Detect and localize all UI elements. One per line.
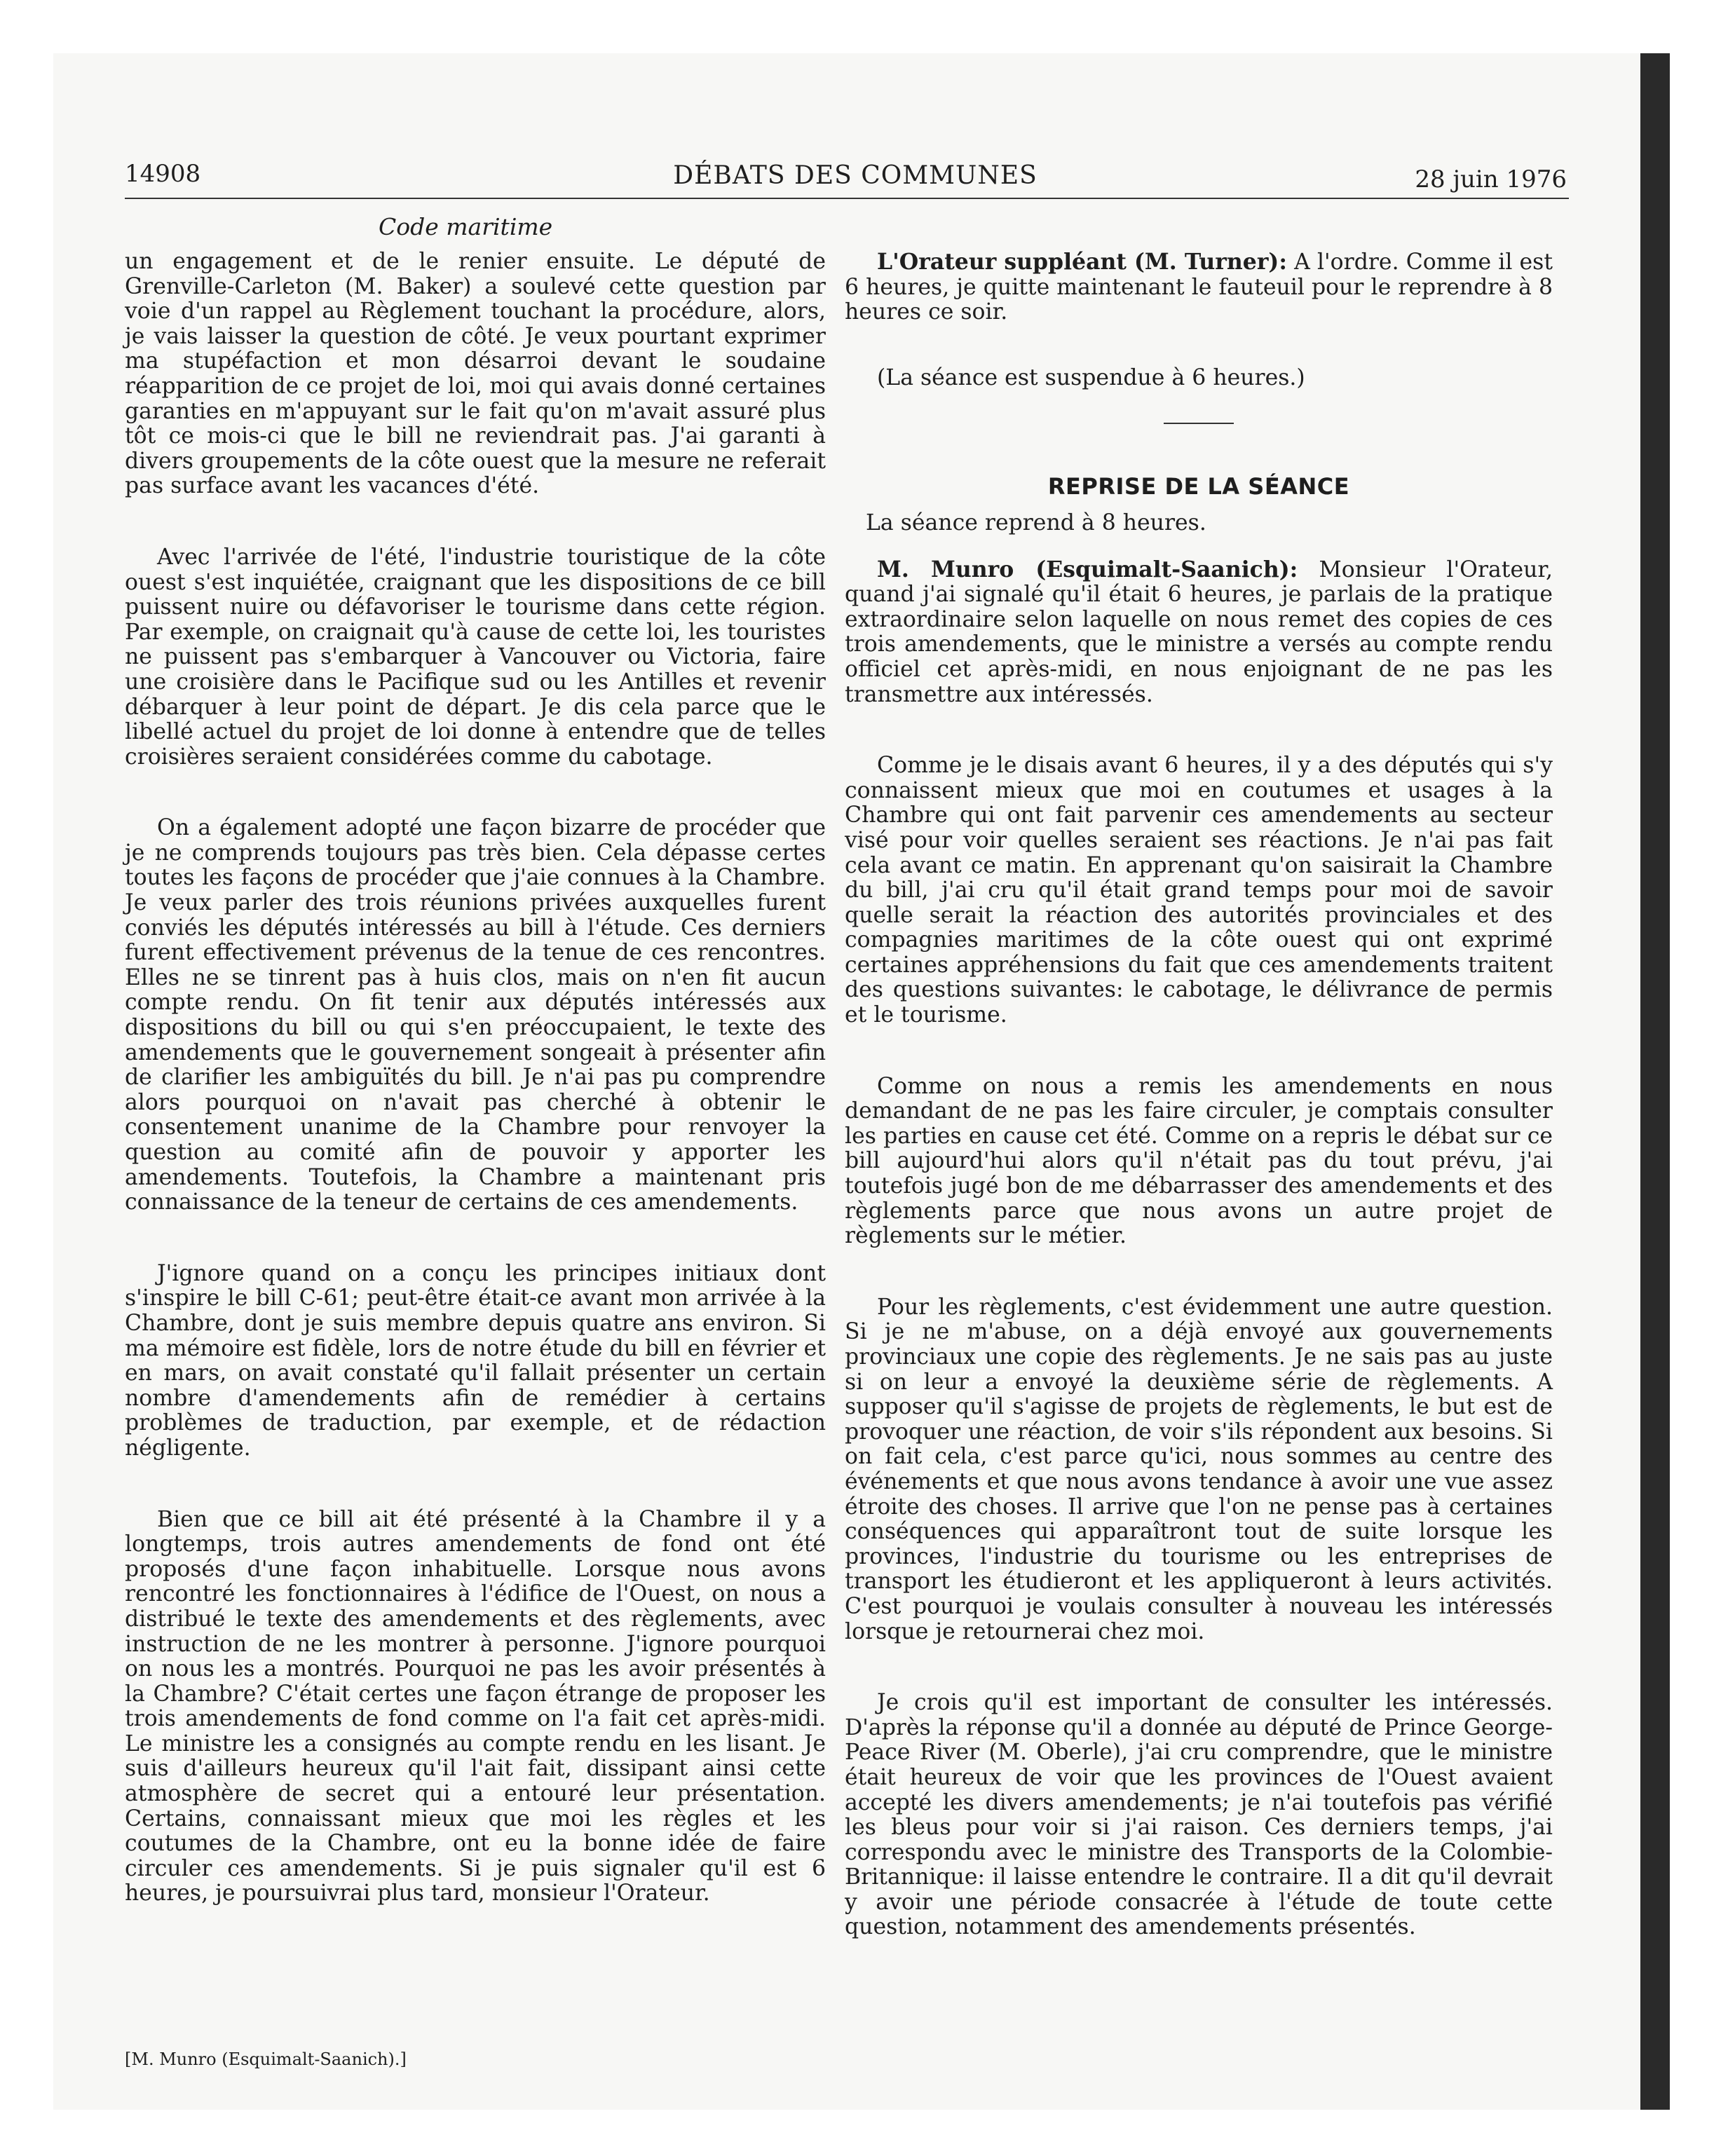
paragraph: On a également adopté une façon bizarre de procéder que je ne comprends toujours pas très bien. Cela dépasse certes toutes les façons de procéder que j'aie connues à la Chambre. Je veux parler des trois réunions privées auxquelles furent conviés les députés intéressés au bill à l'étude. Ces derniers furent effectivement prévenus de la tenue de ces rencontres. Elles ne se tinrent pas à huis clos, mais on n'en fit aucun compte rendu. On fit tenir aux députés intéressés aux dispositions du bill ou qui s'en préoccupaient, le texte des amendements que le gouvernement songeait à présenter afin de clarifier les ambiguïtés du bill. Je n'ai pas pu comprendre alors pourquoi on n'avait pas cherché à obtenir le consentement unanime de la Chambre pour renvoyer la question au comité afin de pouvoir y apporter les amendements. Toutefois, la Chambre a maintenant pris connaissance de la teneur de certains de ces amendements. [125,815,826,1215]
paragraph: Avec l'arrivée de l'été, l'industrie touristique de la côte ouest s'est inquiétée, craignant que les dispositions de ce bill puissent nuire ou défavoriser le tourisme dans cette région. Par exemple, on craignait qu'à cause de cette loi, les touristes ne puissent pas s'embarquer à Vancouver ou Victoria, faire une croisière dans le Pacifique sud ou les Antilles et revenir débarquer à leur point de départ. Je dis cela parce que le libellé actuel du projet de loi donne à entendre que de telles croisières seraient considérées comme du cabotage. [125,544,826,770]
stage-direction: La séance reprend à 8 heures. [866,510,1206,535]
paragraph: Comme je le disais avant 6 heures, il y a des députés qui s'y connaissent mieux que moi en coutumes et usages à la Chambre qui ont fait parvenir ces amendements au secteur visé pour voir quelles seraient ses réactions. Je n'ai pas fait cela avant ce matin. En apprenant qu'on saisirait la Chambre du bill, j'ai cru qu'il était grand temps pour moi de savoir quelle serait la réaction des autorités provinciales et des compagnies maritimes de la côte ouest qui ont exprimé certaines appréhensions du fait que ces amendements traitent des questions suivantes: le cabotage, le délivrance de permis et le tourisme. [845,753,1553,1028]
stage-direction: (La séance est suspendue à 6 heures.) [877,364,1305,390]
speaker-attribution: [M. Munro (Esquimalt-Saanich).] [125,2049,407,2069]
paragraph: J'ignore quand on a conçu les principes initiaux dont s'inspire le bill C-61; peut-être était-ce avant mon arrivée à la Chambre, dont je suis membre depuis quatre ans environ. Si ma mémoire est fidèle, lors de notre étude du bill en février et en mars, on avait constaté qu'il fallait présenter un certain nombre d'amendements afin de remédier à certains problèmes de traduction, par exemple, et de rédaction négligente. [125,1260,826,1461]
paragraph: un engagement et de le renier ensuite. Le député de Grenville-Carleton (M. Baker) a soulevé cette question par voie d'un rappel au Règlement touchant la procédure, alors, je vais laisser la question de côté. Je veux pourtant exprimer ma stupéfaction et mon désarroi devant le soudaine réapparition de ce projet de loi, moi qui avais donné certaines garanties en m'appuyant sur le fait qu'on m'avait assuré plus tôt ce mois-ci que le bill ne reviendrait pas. J'ai garanti à divers groupements de la côte ouest que la mesure ne referait pas surface avant les vacances d'été. [125,249,826,499]
publication-title: DÉBATS DES COMMUNES [673,161,1037,190]
left-column [125,250,826,1953]
speech-paragraph [845,557,1553,708]
speaker-name: M. Munro (Esquimalt-Saanich): [877,556,1298,582]
paragraph: Bien que ce bill ait été présenté à la Chambre il y a longtemps, trois autres amendements de fond ont été proposés d'une façon inhabituelle. Lorsque nous avons rencontré les fonctionnaires à l'édifice de l'Ouest, on nous a distribué le texte des amendements et des règlements, avec instruction de ne les montrer à personne. J'ignore pourquoi on nous les a montrés. Pourquoi ne pas les avoir présentés à la Chambre? C'était certes une façon étrange de proposer les trois amendements de fond comme on l'a fait cet après-midi. Le ministre les a consignés au compte rendu en les lisant. Je suis d'ailleurs heureux qu'il l'ait fait, dissipant ainsi cette atmosphère de secret qui a entouré leur présentation. Certains, connaissant mieux que moi les règles et les coutumes de la Chambre, ont eu la bonne idée de faire circuler ces amendements. Si je puis signaler qu'il est 6 heures, je poursuivrai plus tard, monsieur l'Orateur. [125,1506,826,1906]
paragraph: Pour les règlements, c'est évidemment une autre question. Si je ne m'abuse, on a déjà envoyé aux gouvernements provinciaux une copie des règlements. Je ne sais pas au juste si on leur a envoyé la deuxième série de règlements. A supposer qu'il s'agisse de projets de règlements, le but est de provoquer une réaction, de voir s'ils répondent aux besoins. Si on fait cela, c'est parce qu'ici, nous sommes au centre des événements et que nous avons tendance à avoir une vue assez étroite des choses. Il arrive que l'on ne pense pas à certaines conséquences qui apparaîtront tout de suite lorsque les provinces, l'industrie du tourisme ou les entreprises de transport les étudieront et les appliqueront à leurs activités. C'est pourquoi je voulais consulter à nouveau les intéressés lorsque je retournerai chez moi. [845,1294,1553,1644]
speech-text: A l'ordre. Comme il est 6 heures, je quitte maintenant le fauteuil pour le reprendre à 8 heures ce soir. [845,250,1553,325]
speech-paragraph [845,250,1553,325]
right-column [845,250,1553,1986]
section-heading: REPRISE DE LA SÉANCE [1047,473,1350,500]
speaker-name: L'Orateur suppléant (M. Turner): [877,249,1287,275]
paragraph: Je crois qu'il est important de consulter les intéressés. D'après la réponse qu'il a donnée au député de Prince George-Peace River (M. Oberle), j'ai cru comprendre, que le ministre était heureux de voir que les provinces de l'Ouest avaient accepté les divers amendements; je n'ai toutefois pas vérifié les bleus pour voir si j'ai raison. Ces derniers temps, j'ai correspondu avec le ministre des Transports de la Colombie-Britannique: il laisse entendre le contraire. Il a dit qu'il devrait y avoir une période consacrée à l'étude de toute cette question, notamment des amendements présentés. [845,1690,1553,1940]
header-rule [125,198,1569,199]
page-number: 14908 [125,160,201,188]
page-date: 28 juin 1976 [1415,165,1567,193]
section-divider [1164,423,1234,424]
speech-text: Monsieur l'Orateur, quand j'ai signalé qu'il était 6 heures, je parlais de la pratique extraordinaire selon laquelle on nous remet des copies de ces trois amendements, que le ministre a versés au compte rendu officiel cet après-midi, en nous enjoignant de ne pas les transmettre aux intéressés. [845,557,1553,707]
paragraph: Comme on nous a remis les amendements en nous demandant de ne pas les faire circuler, je comptais consulter les parties en cause cet été. Comme on a repris le débat sur ce bill aujourd'hui alors qu'il n'était pas du tout prévu, j'ai toutefois jugé bon de me débarrasser des amendements et des règlements parce que nous avons un autre projet de règlements sur le métier. [845,1073,1553,1249]
running-head: Code maritime [379,213,553,240]
